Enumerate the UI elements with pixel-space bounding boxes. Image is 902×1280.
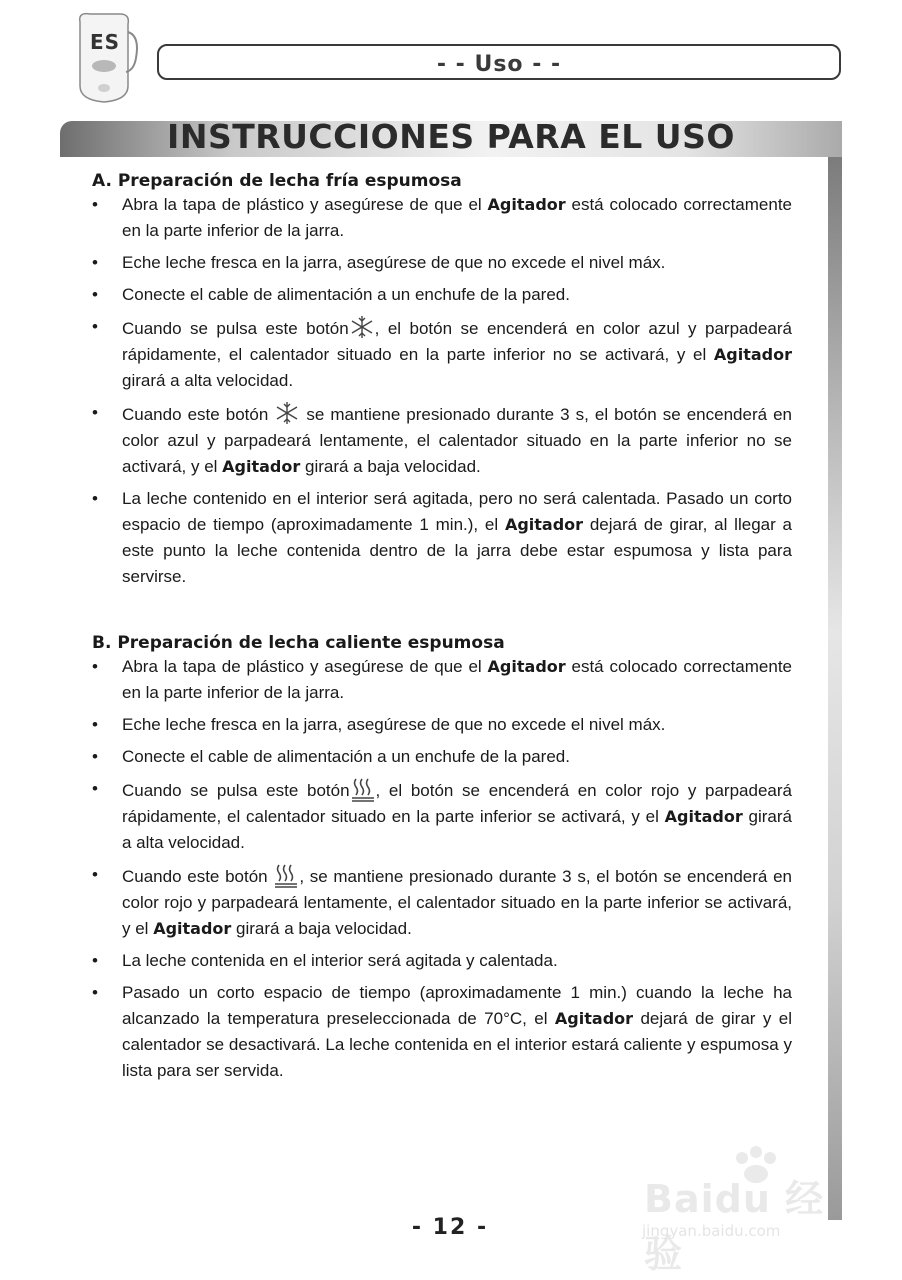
list-item: • Abra la tapa de plástico y asegúrese de que el Agitador está colocado correctamente en la parte inferior de la jarra. [92, 654, 792, 706]
snowflake-icon [274, 400, 300, 426]
list-item: • Conecte el cable de alimentación a un enchufe de la pared. [92, 282, 792, 308]
section-heading: A. Preparación de lecha fría espumosa [92, 171, 462, 191]
section-a [92, 170, 792, 590]
list-item: • La leche contenido en el interior será agitada, pero no será calentada. Pasado un corto espacio de tiempo (aproximadamente 1 min.), el Agitador dejará de girar, al llegar a este punto la leche contenida dentro de la jarra debe estar espumosa y lista para servirse. [92, 486, 792, 590]
list-item: • Abra la tapa de plástico y asegúrese de que el Agitador está colocado correctamente en la parte inferior de la jarra. [92, 192, 792, 244]
language-badge: ES [90, 30, 121, 54]
list-item: • Cuando se pulsa este botón , el botón se encenderá en color rojo y parpadeará rápidamente, el calentador situado en la parte inferior se activará, y el Agitador girará a alta velocidad. [92, 776, 792, 856]
baidu-watermark [640, 1150, 850, 1276]
list-item: • Eche leche fresca en la jarra, asegúrese de que no excede el nivel máx. [92, 712, 792, 738]
instructions [92, 170, 792, 1090]
list-item: • Eche leche fresca en la jarra, asegúrese de que no excede el nivel máx. [92, 250, 792, 276]
bullet-list [92, 654, 792, 1084]
decorative-rail [828, 150, 842, 1220]
list-item: • Cuando se pulsa este botón , el botón se encenderá en color azul y parpadeará rápidamente, el calentador situado en la parte inferior no se activará, y el Agitador girará a alta velocidad. [92, 314, 792, 394]
list-item: • Pasado un corto espacio de tiempo (aproximadamente 1 min.) cuando la leche ha alcanzado la temperatura preseleccionada de 70°C, el Agitador dejará de girar y el calentador se desactivará. La leche contenida en el interior estará caliente y espumosa y lista para ser servida. [92, 980, 792, 1084]
watermark-brand: Baidu 经验 [644, 1177, 825, 1276]
section-label: - - Uso - - [436, 51, 562, 77]
page-number: - 12 - [411, 1215, 489, 1240]
watermark-url: jingyan.baidu.com [642, 1222, 781, 1240]
heat-icon [350, 776, 376, 802]
section-bar [157, 44, 841, 80]
page-title: INSTRUCCIONES PARA EL USO [167, 117, 735, 156]
milk-frother-logo [68, 8, 138, 108]
list-item: • Cuando este botón , se mantiene presionado durante 3 s, el botón se encenderá en color rojo y parpadeará lentamente, el calentador situado en la parte inferior se activará, y el Agitador girará a baja velocidad. [92, 862, 792, 942]
list-item: • La leche contenida en el interior será agitada y calentada. [92, 948, 792, 974]
bullet-list [92, 192, 792, 590]
snowflake-icon [349, 314, 375, 340]
section-b [92, 632, 792, 1084]
section-heading: B. Preparación de lecha caliente espumosa [92, 633, 505, 653]
list-item: • Cuando este botón se mantiene presionado durante 3 s, el botón se encenderá en color azul y parpadeará lentamente, el calentador situado en la parte inferior no se activará, y el Agitador girará a baja velocidad. [92, 400, 792, 480]
heat-icon [273, 862, 299, 888]
list-item: • Conecte el cable de alimentación a un enchufe de la pared. [92, 744, 792, 770]
